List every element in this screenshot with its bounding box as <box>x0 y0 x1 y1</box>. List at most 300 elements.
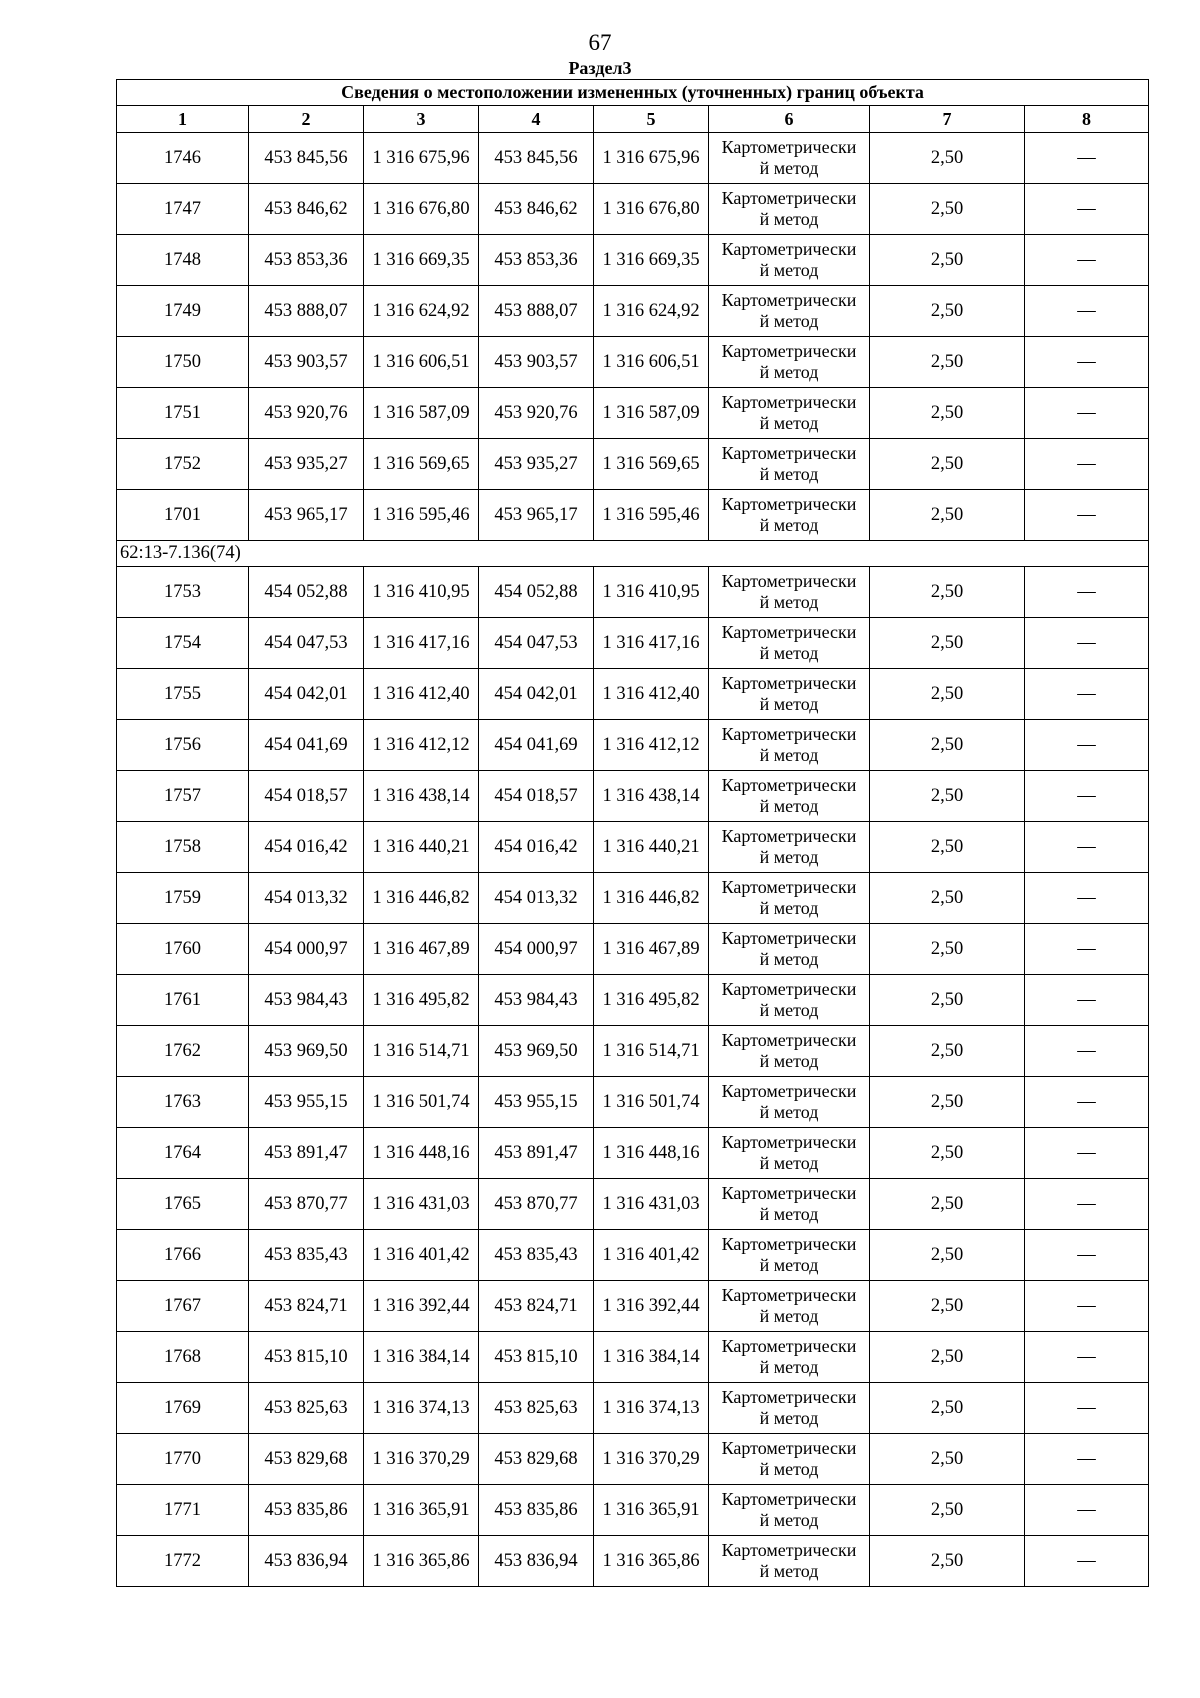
x-coordinate-cell: 453 935,27 <box>479 439 594 490</box>
x-coordinate-cell: 454 052,88 <box>479 567 594 618</box>
x-coordinate-cell: 453 824,71 <box>249 1281 364 1332</box>
y-coordinate-cell: 1 316 392,44 <box>594 1281 709 1332</box>
accuracy-cell: 2,50 <box>870 1332 1025 1383</box>
y-coordinate-cell: 1 316 624,92 <box>594 286 709 337</box>
table-row <box>117 1077 1149 1128</box>
y-coordinate-cell: 1 316 365,91 <box>594 1485 709 1536</box>
y-coordinate-cell: 1 316 370,29 <box>364 1434 479 1485</box>
point-number-cell: 1746 <box>117 133 249 184</box>
point-number-cell: 1751 <box>117 388 249 439</box>
point-number-cell: 1767 <box>117 1281 249 1332</box>
y-coordinate-cell: 1 316 365,86 <box>594 1536 709 1587</box>
table-row <box>117 184 1149 235</box>
y-coordinate-cell: 1 316 669,35 <box>594 235 709 286</box>
method-text-line: Картометрически <box>721 775 857 795</box>
method-text-line: й метод <box>759 694 819 714</box>
method-text-line: Картометрически <box>721 979 857 999</box>
table-row <box>117 1128 1149 1179</box>
method-text-line: й метод <box>759 949 819 969</box>
method-text-line: й метод <box>759 745 819 765</box>
note-cell: — <box>1025 771 1149 822</box>
column-header: 5 <box>594 106 709 133</box>
y-coordinate-cell: 1 316 595,46 <box>594 490 709 541</box>
y-coordinate-cell: 1 316 467,89 <box>594 924 709 975</box>
accuracy-cell: 2,50 <box>870 924 1025 975</box>
x-coordinate-cell: 453 888,07 <box>479 286 594 337</box>
table-row <box>117 924 1149 975</box>
accuracy-cell: 2,50 <box>870 1485 1025 1536</box>
method-text-line: й метод <box>759 1051 819 1071</box>
page-number: 67 <box>588 30 612 55</box>
y-coordinate-cell: 1 316 595,46 <box>364 490 479 541</box>
x-coordinate-cell: 453 835,86 <box>479 1485 594 1536</box>
method-text-line: Картометрически <box>721 1336 857 1356</box>
method-text-line: Картометрически <box>721 239 857 259</box>
method-text-line: Картометрически <box>721 571 857 591</box>
table-row <box>117 235 1149 286</box>
table-row <box>117 1026 1149 1077</box>
x-coordinate-cell: 454 000,97 <box>249 924 364 975</box>
accuracy-cell: 2,50 <box>870 1281 1025 1332</box>
accuracy-cell: 2,50 <box>870 490 1025 541</box>
note-cell: — <box>1025 1128 1149 1179</box>
accuracy-cell: 2,50 <box>870 618 1025 669</box>
accuracy-cell: 2,50 <box>870 1536 1025 1587</box>
y-coordinate-cell: 1 316 431,03 <box>594 1179 709 1230</box>
table-row <box>117 286 1149 337</box>
method-text-line: й метод <box>759 209 819 229</box>
accuracy-cell: 2,50 <box>870 1434 1025 1485</box>
method-text-line: Картометрически <box>721 392 857 412</box>
x-coordinate-cell: 453 984,43 <box>249 975 364 1026</box>
point-number-cell: 1747 <box>117 184 249 235</box>
y-coordinate-cell: 1 316 438,14 <box>364 771 479 822</box>
table-row <box>117 975 1149 1026</box>
accuracy-cell: 2,50 <box>870 1230 1025 1281</box>
method-cell <box>709 924 870 975</box>
accuracy-cell: 2,50 <box>870 975 1025 1026</box>
accuracy-cell: 2,50 <box>870 184 1025 235</box>
y-coordinate-cell: 1 316 417,16 <box>594 618 709 669</box>
method-text-line: Картометрически <box>721 188 857 208</box>
table-row <box>117 388 1149 439</box>
method-cell <box>709 618 870 669</box>
point-number-cell: 1762 <box>117 1026 249 1077</box>
x-coordinate-cell: 453 891,47 <box>249 1128 364 1179</box>
method-cell <box>709 439 870 490</box>
method-cell <box>709 235 870 286</box>
accuracy-cell: 2,50 <box>870 388 1025 439</box>
y-coordinate-cell: 1 316 431,03 <box>364 1179 479 1230</box>
y-coordinate-cell: 1 316 676,80 <box>364 184 479 235</box>
method-text-line: й метод <box>759 1408 819 1428</box>
y-coordinate-cell: 1 316 412,12 <box>364 720 479 771</box>
x-coordinate-cell: 453 845,56 <box>479 133 594 184</box>
method-cell <box>709 873 870 924</box>
method-text-line: й метод <box>759 847 819 867</box>
table-caption: Сведения о местоположении измененных (уточненных) границ объекта <box>117 80 1149 106</box>
accuracy-cell: 2,50 <box>870 1128 1025 1179</box>
table-row <box>117 1332 1149 1383</box>
accuracy-cell: 2,50 <box>870 439 1025 490</box>
y-coordinate-cell: 1 316 514,71 <box>594 1026 709 1077</box>
table-row <box>117 1179 1149 1230</box>
point-number-cell: 1761 <box>117 975 249 1026</box>
method-text-line: Картометрически <box>721 1234 857 1254</box>
y-coordinate-cell: 1 316 412,40 <box>594 669 709 720</box>
x-coordinate-cell: 453 835,43 <box>249 1230 364 1281</box>
x-coordinate-cell: 454 042,01 <box>249 669 364 720</box>
y-coordinate-cell: 1 316 624,92 <box>364 286 479 337</box>
accuracy-cell: 2,50 <box>870 771 1025 822</box>
table-body-bottom <box>117 567 1149 1587</box>
method-text-line: Картометрически <box>721 290 857 310</box>
group-row <box>117 541 1149 567</box>
note-cell: — <box>1025 184 1149 235</box>
method-text-line: й метод <box>759 515 819 535</box>
method-text-line: й метод <box>759 796 819 816</box>
accuracy-cell: 2,50 <box>870 669 1025 720</box>
method-text-line: Картометрически <box>721 1132 857 1152</box>
y-coordinate-cell: 1 316 417,16 <box>364 618 479 669</box>
table-row <box>117 439 1149 490</box>
x-coordinate-cell: 454 000,97 <box>479 924 594 975</box>
y-coordinate-cell: 1 316 569,65 <box>594 439 709 490</box>
method-text-line: й метод <box>759 898 819 918</box>
x-coordinate-cell: 453 825,63 <box>249 1383 364 1434</box>
method-text-line: й метод <box>759 643 819 663</box>
point-number-cell: 1764 <box>117 1128 249 1179</box>
x-coordinate-cell: 453 836,94 <box>249 1536 364 1587</box>
table-row <box>117 1230 1149 1281</box>
method-text-line: й метод <box>759 1255 819 1275</box>
column-header-row <box>117 106 1149 133</box>
method-text-line: й метод <box>759 311 819 331</box>
x-coordinate-cell: 454 047,53 <box>479 618 594 669</box>
point-number-cell: 1769 <box>117 1383 249 1434</box>
x-coordinate-cell: 453 984,43 <box>479 975 594 1026</box>
method-text-line: й метод <box>759 1510 819 1530</box>
column-header: 6 <box>709 106 870 133</box>
table-row <box>117 822 1149 873</box>
method-cell <box>709 184 870 235</box>
note-cell: — <box>1025 1281 1149 1332</box>
point-number-cell: 1771 <box>117 1485 249 1536</box>
x-coordinate-cell: 453 965,17 <box>479 490 594 541</box>
method-cell <box>709 975 870 1026</box>
x-coordinate-cell: 454 047,53 <box>249 618 364 669</box>
table-row <box>117 771 1149 822</box>
x-coordinate-cell: 454 041,69 <box>249 720 364 771</box>
method-cell <box>709 286 870 337</box>
table-row <box>117 337 1149 388</box>
method-text-line: й метод <box>759 464 819 484</box>
y-coordinate-cell: 1 316 495,82 <box>364 975 479 1026</box>
x-coordinate-cell: 453 920,76 <box>249 388 364 439</box>
method-text-line: й метод <box>759 1357 819 1377</box>
accuracy-cell: 2,50 <box>870 337 1025 388</box>
point-number-cell: 1754 <box>117 618 249 669</box>
method-text-line: Картометрически <box>721 877 857 897</box>
note-cell: — <box>1025 1230 1149 1281</box>
x-coordinate-cell: 453 845,56 <box>249 133 364 184</box>
note-cell: — <box>1025 822 1149 873</box>
method-text-line: Картометрически <box>721 1183 857 1203</box>
point-number-cell: 1757 <box>117 771 249 822</box>
method-text-line: Картометрически <box>721 1489 857 1509</box>
x-coordinate-cell: 453 969,50 <box>249 1026 364 1077</box>
note-cell: — <box>1025 720 1149 771</box>
point-number-cell: 1765 <box>117 1179 249 1230</box>
x-coordinate-cell: 453 920,76 <box>479 388 594 439</box>
note-cell: — <box>1025 337 1149 388</box>
method-text-line: Картометрически <box>721 137 857 157</box>
x-coordinate-cell: 453 903,57 <box>249 337 364 388</box>
accuracy-cell: 2,50 <box>870 1026 1025 1077</box>
y-coordinate-cell: 1 316 440,21 <box>364 822 479 873</box>
table-row <box>117 133 1149 184</box>
y-coordinate-cell: 1 316 501,74 <box>364 1077 479 1128</box>
y-coordinate-cell: 1 316 384,14 <box>364 1332 479 1383</box>
x-coordinate-cell: 453 835,86 <box>249 1485 364 1536</box>
y-coordinate-cell: 1 316 501,74 <box>594 1077 709 1128</box>
method-text-line: Картометрически <box>721 1285 857 1305</box>
method-text-line: й метод <box>759 1459 819 1479</box>
method-text-line: й метод <box>759 362 819 382</box>
column-header: 3 <box>364 106 479 133</box>
table-body-top <box>117 133 1149 541</box>
note-cell: — <box>1025 235 1149 286</box>
y-coordinate-cell: 1 316 410,95 <box>364 567 479 618</box>
accuracy-cell: 2,50 <box>870 822 1025 873</box>
note-cell: — <box>1025 1179 1149 1230</box>
method-text-line: й метод <box>759 1153 819 1173</box>
note-cell: — <box>1025 1077 1149 1128</box>
note-cell: — <box>1025 1026 1149 1077</box>
y-coordinate-cell: 1 316 587,09 <box>594 388 709 439</box>
accuracy-cell: 2,50 <box>870 1383 1025 1434</box>
x-coordinate-cell: 453 888,07 <box>249 286 364 337</box>
x-coordinate-cell: 454 013,32 <box>479 873 594 924</box>
method-cell <box>709 1383 870 1434</box>
x-coordinate-cell: 453 969,50 <box>479 1026 594 1077</box>
method-text-line: й метод <box>759 1306 819 1326</box>
column-header: 1 <box>117 106 249 133</box>
accuracy-cell: 2,50 <box>870 567 1025 618</box>
note-cell: — <box>1025 388 1149 439</box>
table-row <box>117 1434 1149 1485</box>
accuracy-cell: 2,50 <box>870 1077 1025 1128</box>
x-coordinate-cell: 453 829,68 <box>249 1434 364 1485</box>
method-cell <box>709 490 870 541</box>
y-coordinate-cell: 1 316 410,95 <box>594 567 709 618</box>
y-coordinate-cell: 1 316 392,44 <box>364 1281 479 1332</box>
y-coordinate-cell: 1 316 440,21 <box>594 822 709 873</box>
accuracy-cell: 2,50 <box>870 133 1025 184</box>
method-cell <box>709 822 870 873</box>
method-text-line: Картометрически <box>721 928 857 948</box>
y-coordinate-cell: 1 316 374,13 <box>594 1383 709 1434</box>
note-cell: — <box>1025 567 1149 618</box>
y-coordinate-cell: 1 316 365,91 <box>364 1485 479 1536</box>
y-coordinate-cell: 1 316 675,96 <box>364 133 479 184</box>
accuracy-cell: 2,50 <box>870 720 1025 771</box>
x-coordinate-cell: 454 016,42 <box>479 822 594 873</box>
method-cell <box>709 1434 870 1485</box>
x-coordinate-cell: 453 903,57 <box>479 337 594 388</box>
table-row <box>117 567 1149 618</box>
group-label: 62:13-7.136(74) <box>117 541 1149 567</box>
x-coordinate-cell: 453 829,68 <box>479 1434 594 1485</box>
method-text-line: Картометрически <box>721 1030 857 1050</box>
point-number-cell: 1753 <box>117 567 249 618</box>
point-number-cell: 1755 <box>117 669 249 720</box>
method-cell <box>709 1077 870 1128</box>
y-coordinate-cell: 1 316 438,14 <box>594 771 709 822</box>
y-coordinate-cell: 1 316 401,42 <box>364 1230 479 1281</box>
x-coordinate-cell: 453 824,71 <box>479 1281 594 1332</box>
x-coordinate-cell: 453 825,63 <box>479 1383 594 1434</box>
table-row <box>117 873 1149 924</box>
note-cell: — <box>1025 286 1149 337</box>
x-coordinate-cell: 453 836,94 <box>479 1536 594 1587</box>
y-coordinate-cell: 1 316 448,16 <box>594 1128 709 1179</box>
point-number-cell: 1748 <box>117 235 249 286</box>
x-coordinate-cell: 453 935,27 <box>249 439 364 490</box>
method-text-line: й метод <box>759 592 819 612</box>
table-row <box>117 1383 1149 1434</box>
method-text-line: Картометрически <box>721 622 857 642</box>
y-coordinate-cell: 1 316 384,14 <box>594 1332 709 1383</box>
y-coordinate-cell: 1 316 412,12 <box>594 720 709 771</box>
method-cell <box>709 1179 870 1230</box>
y-coordinate-cell: 1 316 587,09 <box>364 388 479 439</box>
x-coordinate-cell: 453 955,15 <box>479 1077 594 1128</box>
boundary-coordinates-table <box>116 79 1149 1587</box>
y-coordinate-cell: 1 316 370,29 <box>594 1434 709 1485</box>
y-coordinate-cell: 1 316 675,96 <box>594 133 709 184</box>
note-cell: — <box>1025 133 1149 184</box>
x-coordinate-cell: 454 016,42 <box>249 822 364 873</box>
note-cell: — <box>1025 1536 1149 1587</box>
note-cell: — <box>1025 924 1149 975</box>
x-coordinate-cell: 453 815,10 <box>479 1332 594 1383</box>
method-text-line: Картометрически <box>721 1540 857 1560</box>
point-number-cell: 1750 <box>117 337 249 388</box>
method-cell <box>709 1128 870 1179</box>
method-cell <box>709 1332 870 1383</box>
method-cell <box>709 388 870 439</box>
y-coordinate-cell: 1 316 401,42 <box>594 1230 709 1281</box>
y-coordinate-cell: 1 316 669,35 <box>364 235 479 286</box>
x-coordinate-cell: 453 846,62 <box>249 184 364 235</box>
point-number-cell: 1770 <box>117 1434 249 1485</box>
y-coordinate-cell: 1 316 514,71 <box>364 1026 479 1077</box>
point-number-cell: 1756 <box>117 720 249 771</box>
table-row <box>117 1485 1149 1536</box>
x-coordinate-cell: 453 965,17 <box>249 490 364 541</box>
y-coordinate-cell: 1 316 467,89 <box>364 924 479 975</box>
method-text-line: й метод <box>759 1561 819 1581</box>
x-coordinate-cell: 454 013,32 <box>249 873 364 924</box>
note-cell: — <box>1025 873 1149 924</box>
x-coordinate-cell: 453 846,62 <box>479 184 594 235</box>
method-text-line: Картометрически <box>721 1387 857 1407</box>
x-coordinate-cell: 453 853,36 <box>249 235 364 286</box>
x-coordinate-cell: 454 052,88 <box>249 567 364 618</box>
point-number-cell: 1752 <box>117 439 249 490</box>
y-coordinate-cell: 1 316 446,82 <box>364 873 479 924</box>
method-cell <box>709 669 870 720</box>
method-cell <box>709 1281 870 1332</box>
method-text-line: й метод <box>759 1102 819 1122</box>
method-text-line: й метод <box>759 413 819 433</box>
method-text-line: Картометрически <box>721 826 857 846</box>
y-coordinate-cell: 1 316 569,65 <box>364 439 479 490</box>
accuracy-cell: 2,50 <box>870 286 1025 337</box>
y-coordinate-cell: 1 316 412,40 <box>364 669 479 720</box>
accuracy-cell: 2,50 <box>870 873 1025 924</box>
point-number-cell: 1760 <box>117 924 249 975</box>
x-coordinate-cell: 453 891,47 <box>479 1128 594 1179</box>
point-number-cell: 1749 <box>117 286 249 337</box>
method-text-line: Картометрически <box>721 1081 857 1101</box>
method-cell <box>709 1230 870 1281</box>
point-number-cell: 1758 <box>117 822 249 873</box>
note-cell: — <box>1025 975 1149 1026</box>
note-cell: — <box>1025 1383 1149 1434</box>
point-number-cell: 1768 <box>117 1332 249 1383</box>
method-cell <box>709 771 870 822</box>
point-number-cell: 1763 <box>117 1077 249 1128</box>
column-header: 2 <box>249 106 364 133</box>
y-coordinate-cell: 1 316 676,80 <box>594 184 709 235</box>
method-text-line: й метод <box>759 158 819 178</box>
method-cell <box>709 1485 870 1536</box>
x-coordinate-cell: 454 042,01 <box>479 669 594 720</box>
x-coordinate-cell: 453 870,77 <box>479 1179 594 1230</box>
column-header: 7 <box>870 106 1025 133</box>
note-cell: — <box>1025 1485 1149 1536</box>
method-cell <box>709 133 870 184</box>
note-cell: — <box>1025 669 1149 720</box>
table-row <box>117 669 1149 720</box>
point-number-cell: 1772 <box>117 1536 249 1587</box>
x-coordinate-cell: 454 018,57 <box>249 771 364 822</box>
method-cell <box>709 337 870 388</box>
note-cell: — <box>1025 490 1149 541</box>
method-text-line: й метод <box>759 1000 819 1020</box>
y-coordinate-cell: 1 316 448,16 <box>364 1128 479 1179</box>
x-coordinate-cell: 454 041,69 <box>479 720 594 771</box>
method-cell <box>709 1026 870 1077</box>
y-coordinate-cell: 1 316 365,86 <box>364 1536 479 1587</box>
method-cell <box>709 1536 870 1587</box>
x-coordinate-cell: 453 853,36 <box>479 235 594 286</box>
x-coordinate-cell: 453 870,77 <box>249 1179 364 1230</box>
y-coordinate-cell: 1 316 606,51 <box>364 337 479 388</box>
group-section <box>117 541 1149 567</box>
table-row <box>117 1536 1149 1587</box>
x-coordinate-cell: 453 815,10 <box>249 1332 364 1383</box>
method-text-line: Картометрически <box>721 443 857 463</box>
note-cell: — <box>1025 439 1149 490</box>
method-cell <box>709 567 870 618</box>
method-text-line: й метод <box>759 260 819 280</box>
x-coordinate-cell: 453 955,15 <box>249 1077 364 1128</box>
y-coordinate-cell: 1 316 446,82 <box>594 873 709 924</box>
y-coordinate-cell: 1 316 606,51 <box>594 337 709 388</box>
